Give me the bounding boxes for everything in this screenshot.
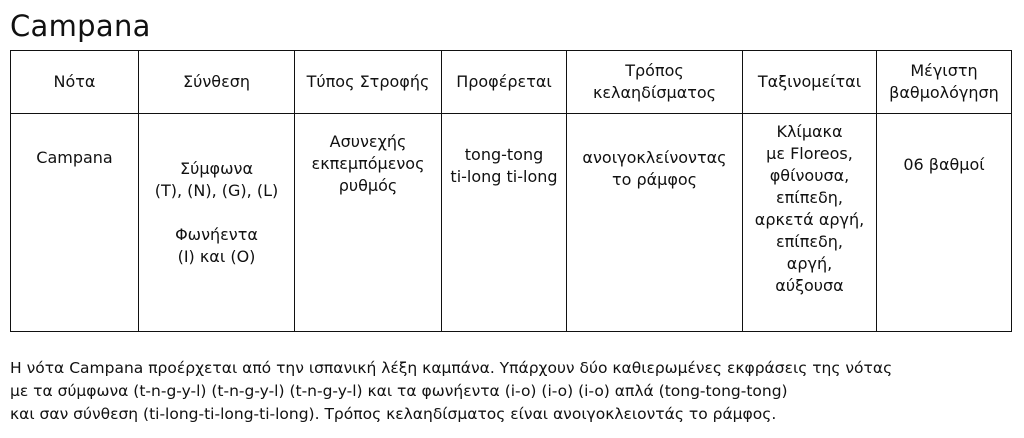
header-singing-method-line-1: Τρόπος bbox=[625, 61, 684, 80]
cell-max-score bbox=[877, 114, 1012, 332]
description-line-3: και σαν σύνθεση (ti-long-ti-long-ti-long). Τρόπος κελαηδίσματος είναι ανοιγοκλειοντάς το ράμφος. bbox=[10, 405, 777, 423]
header-classified-line: Ταξινομείται bbox=[757, 72, 862, 91]
classified-line-1: Κλίμακα bbox=[776, 122, 843, 141]
header-classified bbox=[743, 51, 877, 114]
header-composition bbox=[139, 51, 295, 114]
header-pronounced-line: Προφέρεται bbox=[456, 72, 552, 91]
cell-note bbox=[11, 114, 139, 332]
page-title: Campana bbox=[10, 9, 151, 43]
classified-line-6: επίπεδη, bbox=[776, 232, 843, 251]
description-line-1: Η νότα Campana προέρχεται από την ισπανική λέξη καμπάνα. Υπάρχουν δύο καθιερωμένες εκφράσεις της νότας bbox=[10, 359, 893, 377]
singing-method-line-2: το ράμφος bbox=[611, 170, 698, 189]
stanza-type-line-1: Ασυνεχής bbox=[329, 132, 407, 151]
stanza-type-line-3: ρυθμός bbox=[338, 176, 398, 195]
header-singing-method-line-2: κελαηδίσματος bbox=[592, 83, 717, 102]
header-singing-method bbox=[567, 51, 743, 114]
max-score-value: 06 βαθμοί bbox=[903, 155, 985, 174]
table-header-row bbox=[11, 51, 1012, 114]
vowels-label: Φωνήεντα bbox=[175, 225, 258, 244]
header-note-line: Νότα bbox=[53, 72, 96, 91]
vowels-values: (I) και (O) bbox=[177, 247, 256, 266]
classified-line-3: φθίνουσα, bbox=[769, 166, 850, 185]
consonants-values: (T), (N), (G), (L) bbox=[154, 181, 279, 200]
table-row bbox=[11, 114, 1012, 332]
cell-stanza-type bbox=[295, 114, 442, 332]
header-stanza-type-line: Τύπος Στροφής bbox=[306, 72, 430, 91]
header-composition-line: Σύνθεση bbox=[182, 72, 251, 91]
header-pronounced bbox=[442, 51, 567, 114]
classified-line-5: αρκετά αργή, bbox=[754, 210, 865, 229]
cell-pronounced bbox=[442, 114, 567, 332]
stanza-type-line-2: εκπεμπόμενος bbox=[311, 154, 425, 173]
pronounced-line-2: ti-long ti-long bbox=[450, 167, 558, 186]
classified-line-4: επίπεδη, bbox=[776, 188, 843, 207]
header-max-score-line-1: Μέγιστη bbox=[910, 61, 978, 80]
classified-line-2: με Floreos, bbox=[766, 144, 853, 163]
header-note bbox=[11, 51, 139, 114]
classified-line-7: αργή, bbox=[786, 254, 833, 273]
singing-method-line-1: ανοιγοκλείνοντας bbox=[582, 148, 727, 167]
description-line-2: με τα σύμφωνα (t-n-g-y-l) (t-n-g-y-l) (t-n-g-y-l) και τα φωνήεντα (i-o) (i-o) (i-o) απλά (tong-tong-tong) bbox=[10, 382, 788, 400]
consonants-label: Σύμφωνα bbox=[180, 159, 253, 178]
header-max-score bbox=[877, 51, 1012, 114]
header-max-score-line-2: βαθμολόγηση bbox=[889, 83, 999, 102]
note-name: Campana bbox=[36, 148, 113, 167]
description-paragraph bbox=[10, 357, 1015, 426]
song-info-table bbox=[10, 50, 1012, 332]
cell-classified bbox=[743, 114, 877, 332]
header-stanza-type bbox=[295, 51, 442, 114]
classified-line-8: αύξουσα bbox=[775, 276, 844, 295]
cell-singing-method bbox=[567, 114, 743, 332]
pronounced-line-1: tong-tong bbox=[464, 145, 544, 164]
cell-composition bbox=[139, 114, 295, 332]
composition-spacer bbox=[141, 202, 292, 224]
